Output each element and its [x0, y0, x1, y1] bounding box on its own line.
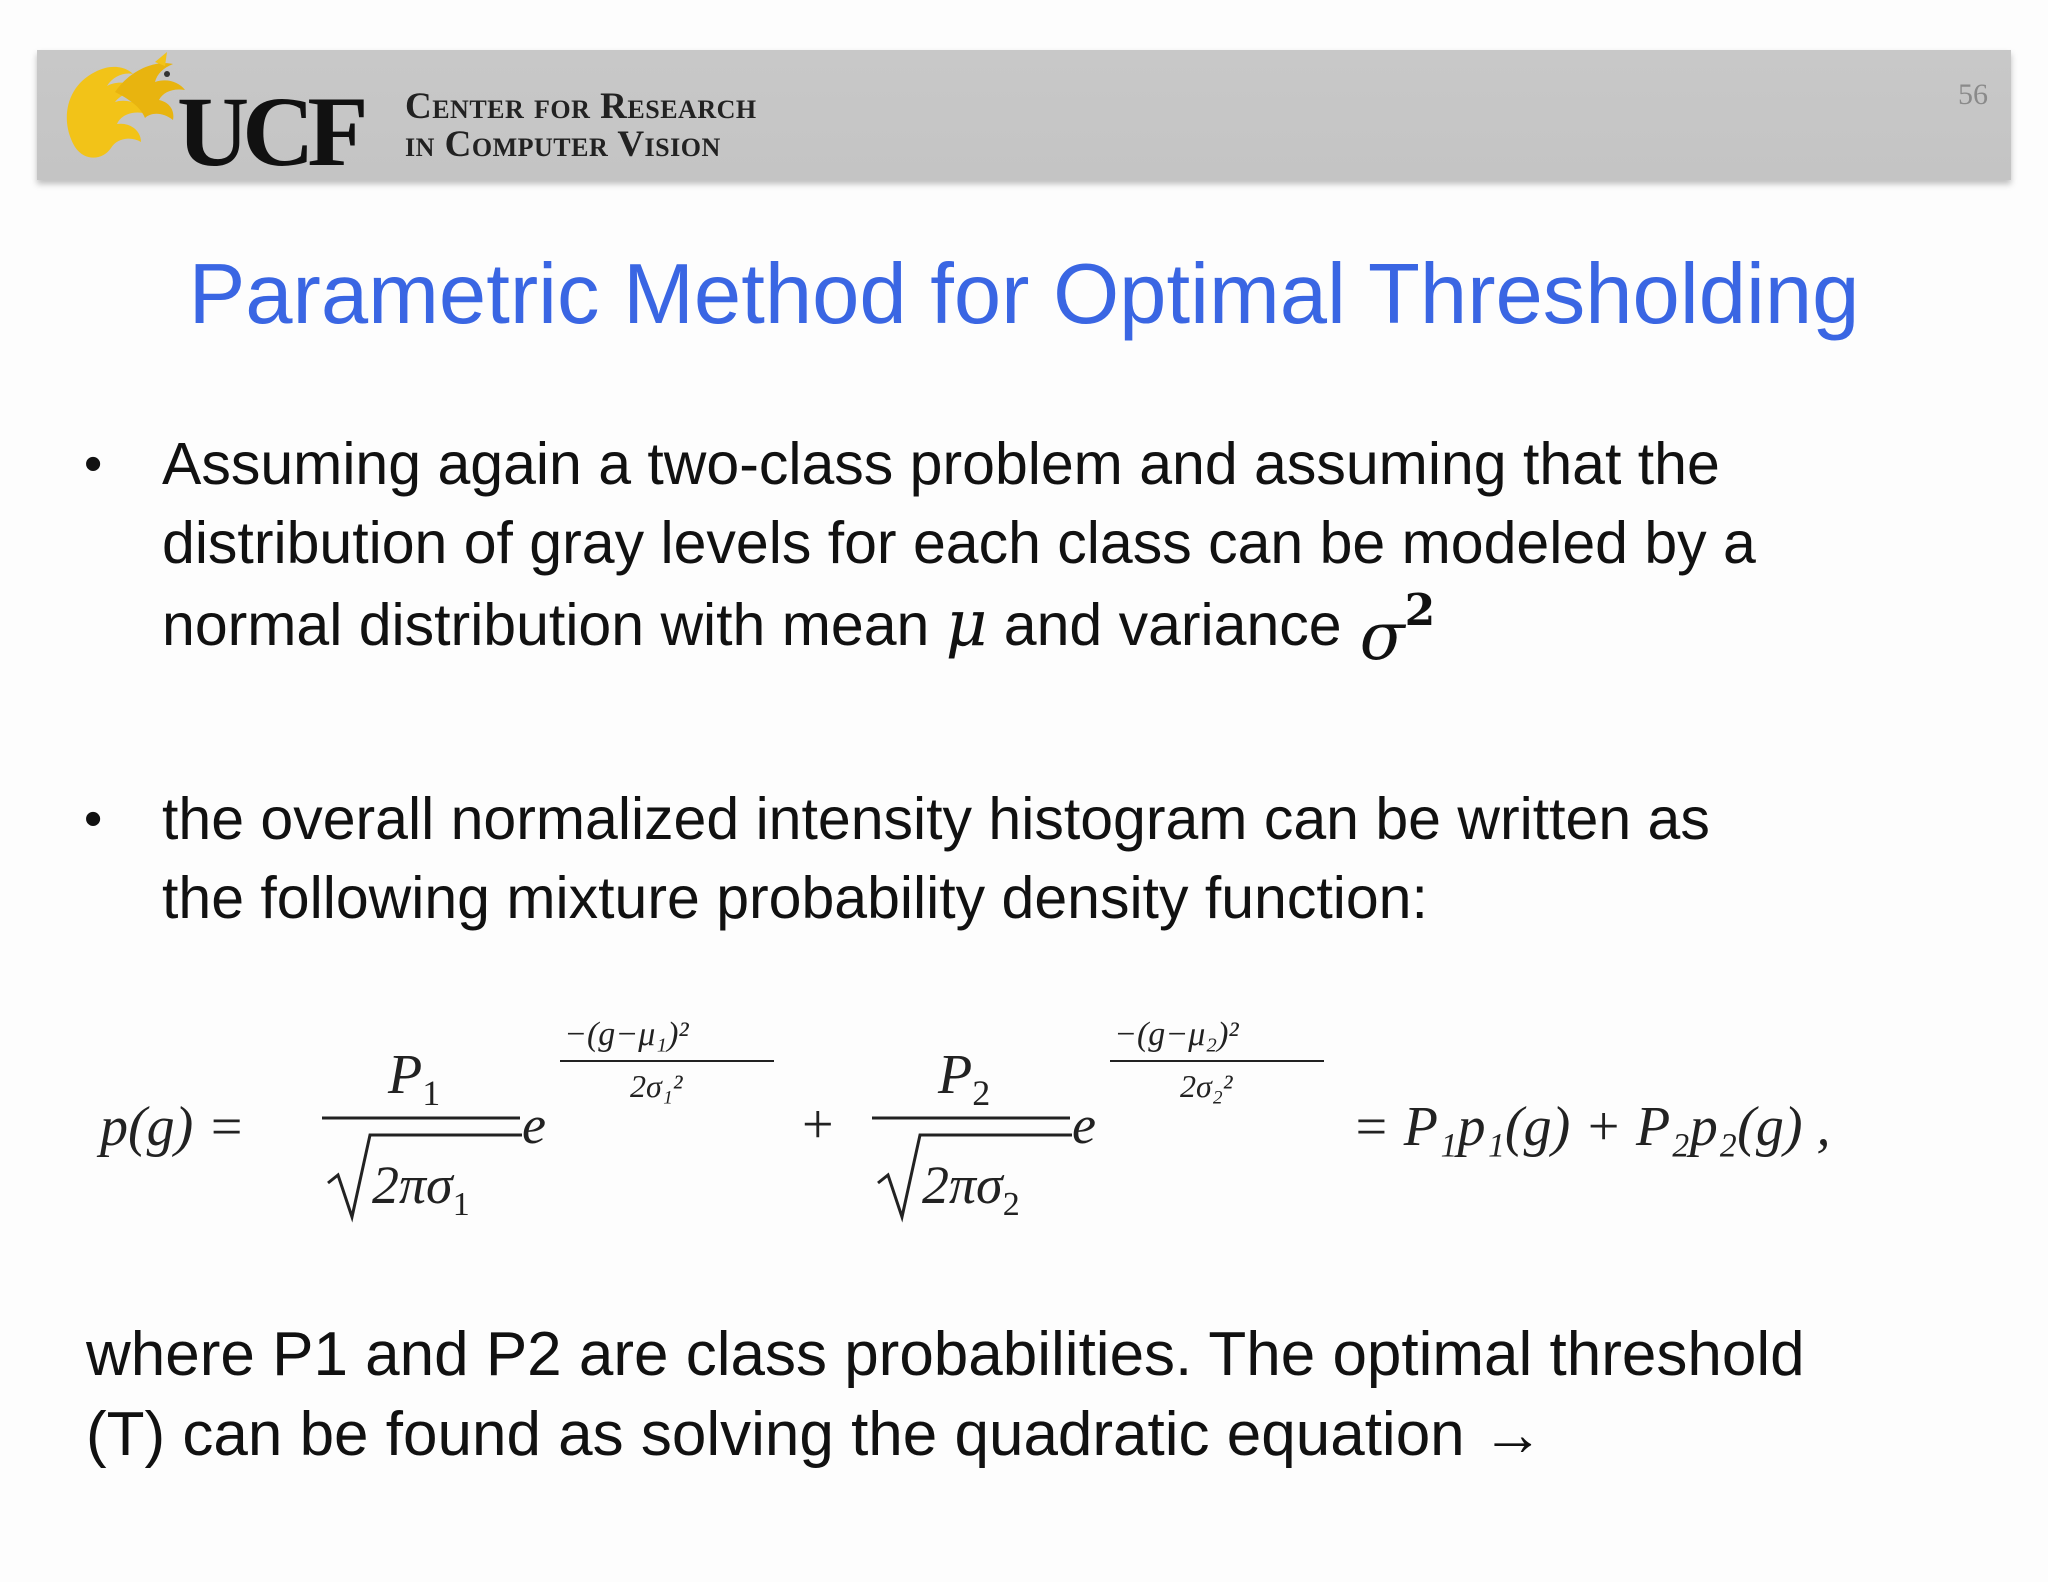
exponent-1-denominator: 2σ₁²: [630, 1068, 683, 1104]
header-banner: [37, 50, 2011, 187]
exponential-base-2: e: [1072, 1095, 1096, 1155]
bullet-list: [84, 425, 1984, 938]
logo-wordmark: UCF: [177, 76, 362, 187]
bullet-2-line-2: the following mixture probability density function:: [162, 865, 1428, 931]
mean-symbol: μ: [945, 587, 988, 661]
bullet-1-line-3: [162, 583, 1984, 675]
numerator-1: $P_1$: [388, 1044, 441, 1113]
exponent-2-numerator: −(g−μ₂)²: [1114, 1016, 1239, 1053]
formula-lhs: p(g) =: [100, 1096, 246, 1158]
variance-exponent: 2: [1404, 585, 1436, 636]
exponent-1-numerator: −(g−μ₁)²: [564, 1016, 689, 1053]
denominator-1: $2\pi\sigma_1$: [372, 1155, 470, 1223]
org-line-2: in Computer Vision: [405, 124, 721, 165]
exponential-base-1: e: [522, 1095, 546, 1155]
bullet-1-line-1: Assuming again a two-class problem and assuming that the: [162, 431, 1720, 497]
mixture-pdf-formula: [90, 1005, 1990, 1235]
bullet-item-1: [84, 425, 1984, 675]
bullet-1-line-3-start: normal distribution with mean: [162, 592, 930, 658]
exponent-2-denominator: 2σ₂²: [1180, 1068, 1233, 1104]
slide-title: Parametric Method for Optimal Thresholding: [188, 247, 1860, 342]
formula-rhs: = P₁p₁(g) + P₂p₂(g) ,: [1352, 1096, 1831, 1158]
bullet-dot-icon: •: [84, 790, 103, 848]
denominator-2: $2\pi\sigma_2$: [922, 1155, 1020, 1223]
page-number: 56: [1958, 78, 1988, 111]
bullet-dot-icon: •: [84, 435, 103, 493]
bullet-item-2: [84, 780, 1984, 938]
numerator-2: $P_2$: [938, 1044, 991, 1113]
conclusion-text: [86, 1315, 1805, 1475]
formula-plus: +: [802, 1094, 834, 1156]
bullet-1-line-3-middle: and variance: [1003, 592, 1342, 658]
conclusion-line-1: where P1 and P2 are class probabilities. The optimal threshold: [86, 1320, 1805, 1389]
bullet-1-line-2: distribution of gray levels for each class can be modeled by a: [162, 510, 1756, 576]
org-line-1: Center for Research: [405, 86, 757, 127]
conclusion-line-2: (T) can be found as solving the quadratic equation →: [86, 1400, 1544, 1469]
organization-name: [405, 88, 757, 164]
bullet-2-line-1: the overall normalized intensity histogram can be written as: [162, 786, 1710, 852]
variance-symbol: $\sigma^2$: [1359, 585, 1436, 675]
